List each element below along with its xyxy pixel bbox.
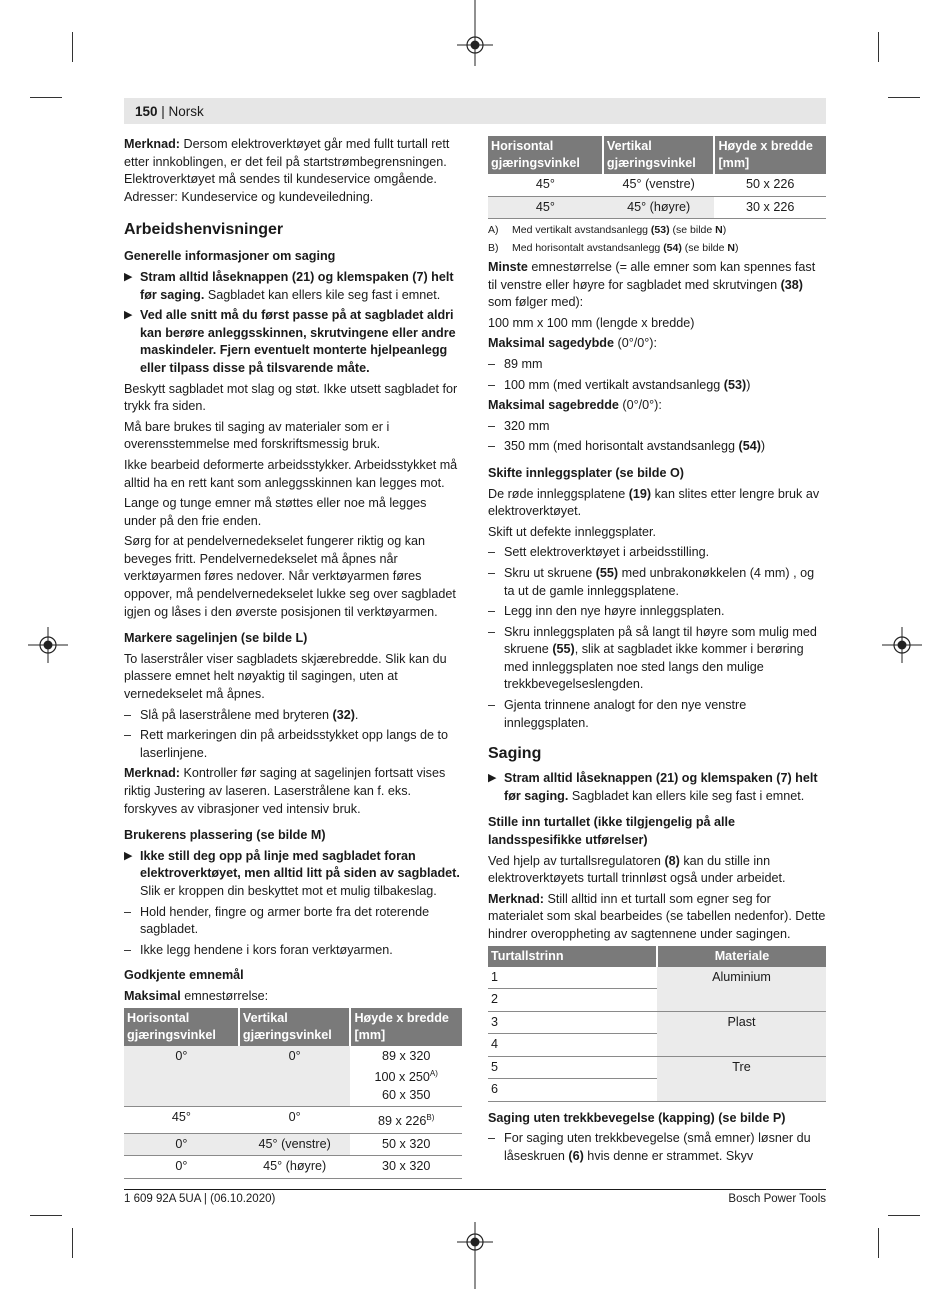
paragraph <box>488 397 826 415</box>
paragraph <box>124 988 462 1006</box>
ref-number: (19) <box>628 486 652 501</box>
fn-part: Med horisontalt avstandsanlegg <box>512 242 664 254</box>
note-text: Dersom elektroverktøyet går med fullt turtall rett etter innkoblingen, er det feil på startstrømbegrensningen. Elektroverktøyet må sendes til kundeservice omgående. Adresser: Kundeservice og kundeveiledning. <box>124 137 450 204</box>
para-part: Ved hjelp av turtallsregulatoren <box>488 853 665 868</box>
ref-number: (55) <box>552 642 575 657</box>
fn-part: ) <box>735 242 739 254</box>
size-value: 60 x 350 <box>382 1087 431 1102</box>
dash-mark: – <box>488 604 496 619</box>
ref-number: (32) <box>332 707 355 722</box>
page-header: 150 | Norsk <box>135 104 204 119</box>
ref-number: (54) <box>663 242 682 254</box>
table-cell: 0° <box>124 1046 239 1107</box>
table-cell: 45° (venstre) <box>239 1133 351 1156</box>
registration-mark-icon <box>28 625 68 665</box>
table-cell: 1 <box>488 967 657 989</box>
bullet-bold: Ved alle snitt må du først passe på at sagbladet aldri kan berøre anleggsskinnen, skrutvingene eller andre maskindeler. Fjern eventuelt monterte hjelpeanlegg eller tilpass disse på tilsvarende måte. <box>140 308 456 375</box>
table-cell: 3 <box>488 1011 657 1034</box>
dash-item <box>124 904 462 939</box>
para-part: (0°/0°): <box>614 336 657 351</box>
dash-item <box>488 603 826 621</box>
bullet-text: Slik er kroppen din beskyttet mot et mulig tilbakeslag. <box>140 883 437 898</box>
crop-mark <box>72 1228 73 1258</box>
note-paragraph <box>488 891 826 944</box>
footer-brand: Bosch Power Tools <box>728 1193 826 1205</box>
figure-ref: N <box>727 242 735 254</box>
crop-mark <box>30 1215 62 1216</box>
table-row <box>488 1011 826 1034</box>
language-label: Norsk <box>168 104 204 119</box>
paragraph <box>488 259 826 312</box>
registration-mark-icon <box>455 0 495 66</box>
dash-text: ) <box>760 439 766 454</box>
table-cell: 50 x 320 <box>350 1133 462 1156</box>
note-paragraph <box>124 765 462 818</box>
dash-text: Ikke legg hendene i kors foran verktøyarmen. <box>140 942 393 957</box>
dash-text: med unbrakonøkkelen (4 mm) , og ta ut de gamle innleggsplatene. <box>504 565 815 598</box>
table-cell: 0° <box>239 1107 351 1134</box>
ref-number: (53) <box>723 377 747 392</box>
size-value: 89 x 320 <box>382 1048 431 1063</box>
sub-heading: Stille inn turtallet (ikke tilgjengelig på alle landsspesifikke utførelser) <box>488 815 736 848</box>
note-label: Merknad: <box>488 891 544 906</box>
paragraph: Må bare brukes til saging av materialer som er i overensstemmelse med forskriftsmessig bruk. <box>124 419 390 452</box>
dash-item <box>488 697 826 732</box>
dash-item <box>124 942 462 960</box>
table-cell: 6 <box>488 1079 657 1102</box>
footer-divider <box>124 1189 826 1190</box>
table-footnote <box>488 223 826 238</box>
table-header: Vertikal gjæringsvinkel <box>239 1008 351 1046</box>
dash-mark: – <box>488 698 496 713</box>
min-label: Minste <box>488 260 528 274</box>
triangle-bullet-icon: ▶ <box>124 849 133 862</box>
para-part: kan du stille inn elektroverktøyets turtall trinnløst også under arbeidet. <box>488 853 786 886</box>
dash-mark: – <box>488 624 496 639</box>
table-cell: 45° <box>124 1107 239 1134</box>
dash-mark: – <box>488 377 496 392</box>
table-cell: 50 x 226 <box>714 174 826 196</box>
ref-number: (8) <box>664 853 680 868</box>
fn-part: (se bilde <box>669 224 716 236</box>
dash-mark: – <box>124 942 132 957</box>
depth-label: Maksimal sagedybde <box>488 336 614 351</box>
fn-part: Med vertikalt avstandsanlegg <box>512 224 651 236</box>
dash-mark: – <box>488 1131 496 1146</box>
paragraph: Beskytt sagbladet mot slag og støt. Ikke utsett sagbladet for trykk fra siden. <box>124 381 458 414</box>
table-cell <box>350 1046 462 1107</box>
dash-text: Rett markeringen din på arbeidsstykket opp langs de to laserlinjene. <box>140 728 449 760</box>
table-header: Vertikal gjæringsvinkel <box>603 136 715 174</box>
registration-mark-icon <box>455 1222 495 1289</box>
dash-mark: – <box>124 728 132 743</box>
footnote-key: B) <box>488 242 499 254</box>
table-cell: 4 <box>488 1034 657 1057</box>
sub-heading: Godkjente emnemål <box>124 968 244 983</box>
crop-mark <box>72 32 73 62</box>
warning-bullet <box>124 269 462 304</box>
left-column <box>124 136 462 1179</box>
table-footnote <box>488 241 826 256</box>
table-cell: Aluminium <box>657 967 826 1012</box>
paragraph <box>488 853 826 888</box>
table-cell: 30 x 320 <box>350 1156 462 1179</box>
note-text: Still alltid inn et turtall som egner seg for materialet som skal bearbeides (se tabellen nedenfor). Dette hindrer overoppheting av sagtennene under sagingen. <box>488 891 826 941</box>
dash-text: Gjenta trinnene analogt for den nye venstre innleggsplaten. <box>504 698 747 730</box>
dash-item <box>124 727 462 762</box>
section-heading: Arbeidshenvisninger <box>124 221 284 239</box>
table-cell: 30 x 226 <box>714 196 826 219</box>
dash-mark: – <box>124 904 132 919</box>
sub-heading: Saging uten trekkbevegelse (kapping) (se bilde P) <box>488 1110 786 1125</box>
table-row <box>488 196 826 219</box>
table-cell: 2 <box>488 989 657 1012</box>
table-cell: 0° <box>124 1156 239 1179</box>
warning-bullet <box>124 848 462 901</box>
dash-text: Hold hender, fingre og armer borte fra det roterende sagbladet. <box>140 904 430 937</box>
max-size-table <box>124 1008 462 1179</box>
dash-text: Legg inn den nye høyre innleggsplaten. <box>504 604 725 619</box>
table-header: Høyde x bredde [mm] <box>714 136 826 174</box>
dash-item <box>488 1130 826 1165</box>
dash-text: Skru ut skruene <box>504 565 596 580</box>
footnote-key: A) <box>488 224 499 236</box>
fn-part: ) <box>722 224 727 236</box>
table-row <box>488 1056 826 1079</box>
table-header: Materiale <box>657 946 826 967</box>
width-label: Maksimal sagebredde <box>488 398 619 413</box>
dash-mark: – <box>488 356 496 371</box>
bullet-text: Sagbladet kan ellers kile seg fast i emnet. <box>568 788 805 803</box>
ref-number: (54) <box>738 439 761 454</box>
sub-heading: Markere sagelinjen (se bilde L) <box>124 631 308 646</box>
dash-item <box>488 544 826 562</box>
ref-number: (55) <box>595 565 619 580</box>
para-part: De røde innleggsplatene <box>488 486 629 501</box>
triangle-bullet-icon: ▶ <box>488 772 497 785</box>
note-text: Kontroller før saging at sagelinjen fortsatt vises riktig Justering av laseren. Laserstrålene kan f. eks. forskyves av vibrasjoner ved intensiv bruk. <box>124 766 446 816</box>
crop-mark <box>878 32 879 62</box>
footnote-text <box>512 241 739 256</box>
triangle-bullet-icon: ▶ <box>124 309 133 322</box>
speed-table <box>488 946 826 1102</box>
table-cell <box>350 1107 462 1134</box>
dash-text: Skru innleggsplaten på så langt til høyre som mulig med skruene <box>504 624 817 657</box>
dash-mark: – <box>124 707 132 722</box>
bullet-bold: Ikke still deg opp på linje med sagbladet foran elektroverktøyet, men alltid litt på siden av sagbladet. <box>140 848 460 881</box>
table-cell: 45° (høyre) <box>603 196 715 219</box>
dash-text: For saging uten trekkbevegelse (små emner) løsner du låseskruen <box>504 1131 811 1163</box>
sub-heading: Skifte innleggsplater (se bilde O) <box>488 465 684 480</box>
dash-text: Sett elektroverktøyet i arbeidsstilling. <box>504 545 710 560</box>
dash-mark: – <box>488 418 496 433</box>
table-row <box>124 1107 462 1134</box>
table-cell: Tre <box>657 1056 826 1101</box>
note-paragraph <box>124 136 462 206</box>
paragraph: Lange og tunge emner må støttes eller noe må legges under på den frie enden. <box>124 496 427 528</box>
max-label: Maksimal <box>124 988 181 1003</box>
paragraph: To laserstråler viser sagbladets skjærebredde. Slik kan du plassere emnet helt nøyaktig til sagingen, uten at vernedekselet må åpnes. <box>124 651 447 702</box>
section-heading: Saging <box>488 745 542 763</box>
dash-item <box>488 438 826 456</box>
sub-heading: Generelle informasjoner om saging <box>124 249 336 264</box>
table-header: Horisontal gjæringsvinkel <box>124 1008 239 1046</box>
ref-number: (53) <box>650 224 670 236</box>
fn-part: (se bilde <box>681 242 728 254</box>
bullet-text: Sagbladet kan ellers kile seg fast i emnet. <box>204 287 441 302</box>
paragraph: Skift ut defekte innleggsplater. <box>488 524 657 539</box>
table-cell: 45° (høyre) <box>239 1156 351 1179</box>
footnote-ref: A) <box>429 1069 438 1079</box>
para-part: emnestørrelse (= alle emner som kan spennes fast til venstre eller høyre for sagbladet med skrutvingen <box>488 260 816 292</box>
paragraph: Sørg for at pendelvernedekselet fungerer riktig og kan beveges fritt. Pendelvernedekselet må åpnes når verktøyarmen føres nedover. Når verktøyarmen føres oppover, må pendelvernedekselet lukke seg over sagbladet igjen og låses i den øverste posisjonen til verktøyarmen. <box>124 534 456 619</box>
dash-item <box>488 624 826 694</box>
registration-mark-icon <box>882 625 922 665</box>
table-row <box>124 1046 462 1107</box>
dash-item <box>488 565 826 600</box>
table-cell: 0° <box>124 1133 239 1156</box>
para-part: (0°/0°): <box>618 398 662 413</box>
dash-item <box>488 356 826 374</box>
table-row <box>124 1133 462 1156</box>
table-cell: 45° <box>488 174 603 196</box>
dash-item <box>124 707 462 725</box>
table-row <box>488 967 826 989</box>
para-part: som følger med): <box>488 295 584 310</box>
dash-item <box>488 418 826 436</box>
warning-bullet <box>124 307 462 377</box>
table-header: Turtallstrinn <box>488 946 657 967</box>
crop-mark <box>878 1228 879 1258</box>
dash-text: 350 mm (med horisontalt avstandsanlegg <box>504 439 739 454</box>
dash-mark: – <box>488 565 496 580</box>
right-column <box>488 136 826 1168</box>
table-row <box>488 174 826 196</box>
dash-mark: – <box>488 439 496 454</box>
paragraph: Ikke bearbeid deformerte arbeidsstykker. Arbeidsstykket må alltid ha en rett kant som anleggsskinnen kan legges mot. <box>124 457 458 490</box>
para-part: kan slites etter lengre bruk av elektroverktøyet. <box>488 486 820 519</box>
dash-text: 100 mm (med vertikalt avstandsanlegg <box>504 377 724 392</box>
footnote-ref: B) <box>426 1113 435 1123</box>
footnote-text <box>512 223 726 238</box>
bullet-bold: Stram alltid låseknappen (21) og klemspaken (7) helt før saging. <box>504 771 818 803</box>
paragraph <box>488 335 826 353</box>
table-cell: Plast <box>657 1011 826 1056</box>
size-value: 100 x 250 <box>374 1070 430 1085</box>
max-text: emnestørrelse: <box>180 988 269 1003</box>
ref-number: (38) <box>780 277 803 292</box>
size-value-line <box>353 1065 459 1087</box>
table-cell: 5 <box>488 1056 657 1079</box>
triangle-bullet-icon: ▶ <box>124 270 133 283</box>
table-row <box>124 1156 462 1179</box>
crop-mark <box>30 97 62 98</box>
crop-mark <box>888 97 920 98</box>
bullet-bold: Stram alltid låseknappen (21) og klemspaken (7) helt før saging. <box>140 269 454 302</box>
table-cell: 45° (venstre) <box>603 174 715 196</box>
max-size-table-continued <box>488 136 826 219</box>
table-cell: 0° <box>239 1046 351 1107</box>
sub-heading: Brukerens plassering (se bilde M) <box>124 828 326 843</box>
ref-number: (6) <box>568 1148 584 1163</box>
dash-mark: – <box>488 545 496 560</box>
footer-doc-number: 1 609 92A 5UA | (06.10.2020) <box>124 1193 276 1205</box>
note-label: Merknad: <box>124 766 180 781</box>
header-bar <box>124 98 826 124</box>
warning-bullet <box>488 770 826 805</box>
dash-text: 89 mm <box>504 356 543 371</box>
dash-text: , slik at sagbladet ikke kommer i berøring med innleggsplaten noe sted langs den mulige trekkbevegelseslengden. <box>504 642 804 692</box>
figure-ref: N <box>715 224 723 236</box>
crop-mark <box>888 1215 920 1216</box>
table-header: Høyde x bredde [mm] <box>350 1008 462 1046</box>
dash-text: Slå på laserstrålene med bryteren <box>140 707 333 722</box>
dash-item <box>488 377 826 395</box>
dash-text: 320 mm <box>504 418 550 433</box>
size-value: 89 x 226 <box>378 1114 427 1129</box>
paragraph <box>488 486 826 521</box>
page-number: 150 <box>135 104 158 119</box>
paragraph: 100 mm x 100 mm (lengde x bredde) <box>488 315 695 330</box>
dash-text: ) <box>746 377 751 392</box>
table-cell: 45° <box>488 196 603 219</box>
note-label: Merknad: <box>124 137 180 151</box>
dash-text: . <box>354 707 359 722</box>
table-header: Horisontal gjæringsvinkel <box>488 136 603 174</box>
dash-text: hvis denne er strammet. Skyv <box>583 1148 754 1163</box>
